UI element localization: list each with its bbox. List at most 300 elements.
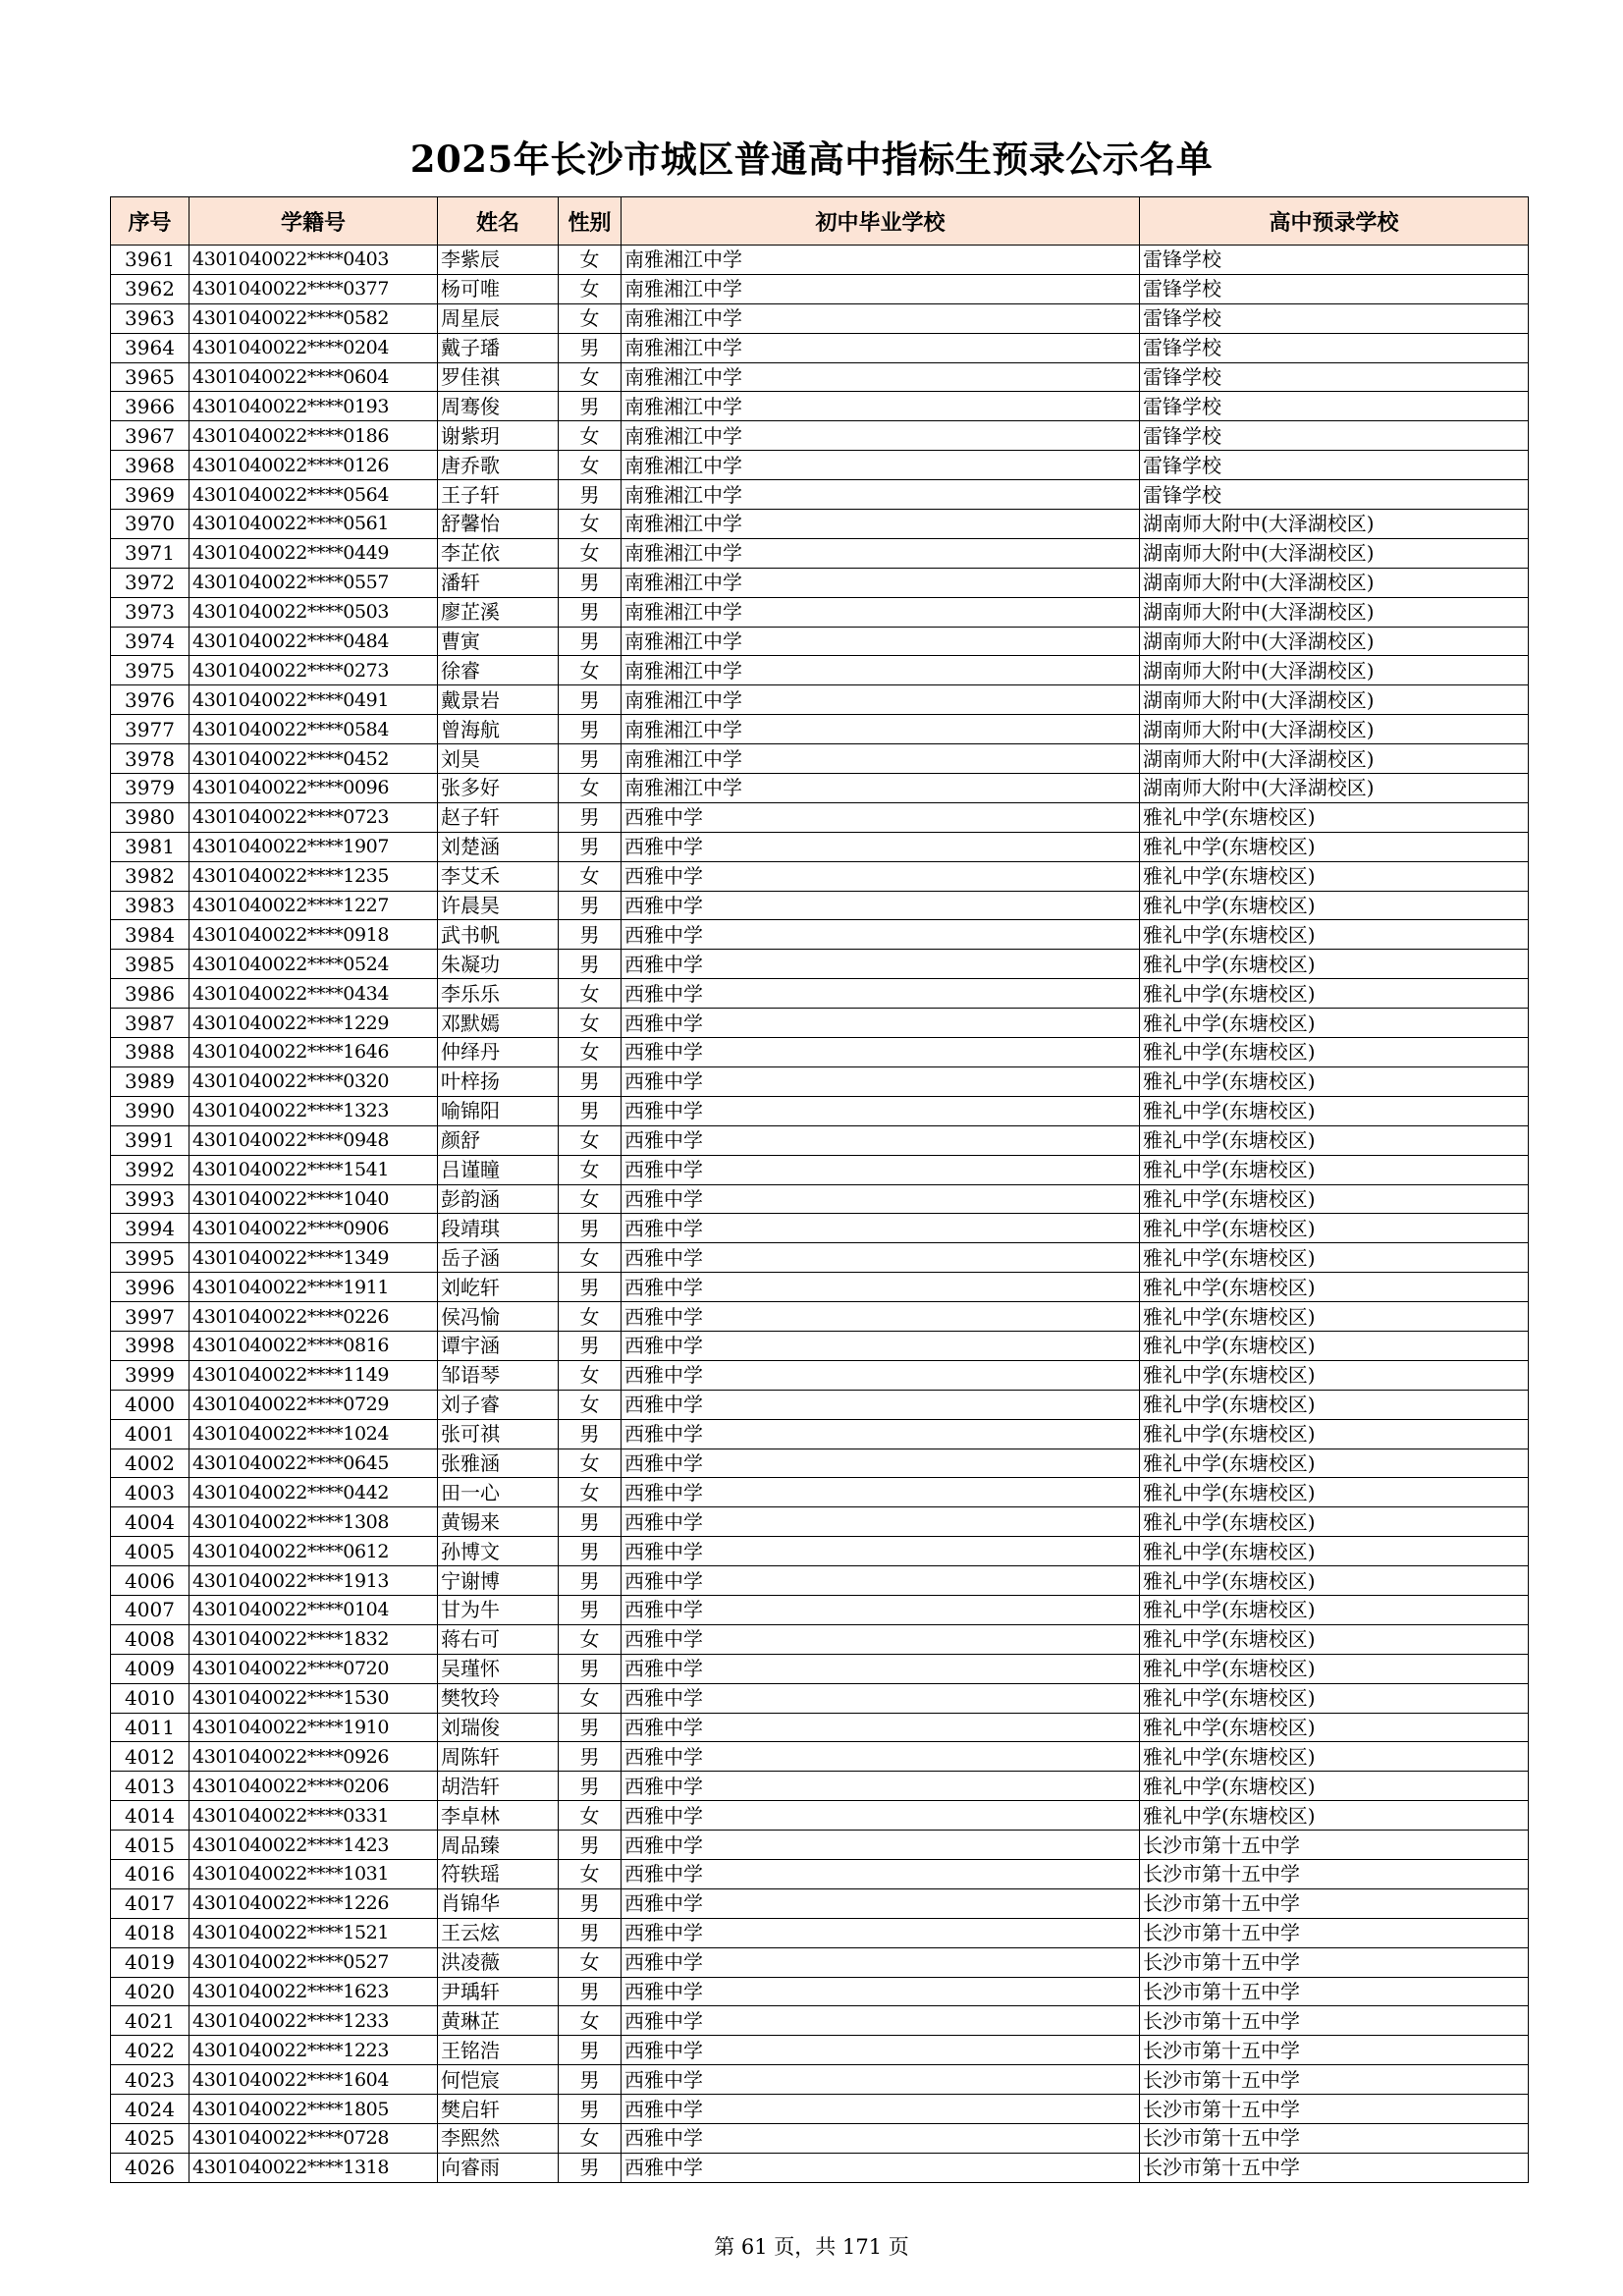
serial-cell: 4025 xyxy=(111,2124,189,2154)
name-cell: 胡浩轩 xyxy=(438,1772,559,1801)
serial-cell: 4017 xyxy=(111,1888,189,1918)
table-row xyxy=(111,1772,1529,1801)
junior-school-cell: 西雅中学 xyxy=(622,1331,1140,1360)
junior-school-cell: 西雅中学 xyxy=(622,891,1140,920)
serial-cell: 3970 xyxy=(111,510,189,539)
table-row xyxy=(111,1214,1529,1243)
table-row xyxy=(111,1243,1529,1273)
serial-cell: 3997 xyxy=(111,1302,189,1332)
name-cell: 仲绎丹 xyxy=(438,1038,559,1067)
serial-cell: 3980 xyxy=(111,802,189,832)
senior-school-cell: 长沙市第十五中学 xyxy=(1140,1947,1529,1977)
senior-school-cell: 雅礼中学(东塘校区) xyxy=(1140,1419,1529,1449)
gender-cell: 女 xyxy=(559,1801,622,1831)
junior-school-cell: 西雅中学 xyxy=(622,1507,1140,1537)
student-id-cell: 4301040022****1349 xyxy=(189,1243,438,1273)
name-cell: 曾海航 xyxy=(438,715,559,744)
name-cell: 喻锦阳 xyxy=(438,1096,559,1125)
junior-school-cell: 南雅湘江中学 xyxy=(622,333,1140,362)
student-id-cell: 4301040022****1805 xyxy=(189,2095,438,2124)
senior-school-cell: 雅礼中学(东塘校区) xyxy=(1140,1155,1529,1184)
student-id-cell: 4301040022****1521 xyxy=(189,1918,438,1947)
name-cell: 刘昊 xyxy=(438,744,559,774)
senior-school-cell: 雅礼中学(东塘校区) xyxy=(1140,1683,1529,1713)
gender-cell: 男 xyxy=(559,744,622,774)
table-row xyxy=(111,1859,1529,1888)
header-row xyxy=(111,197,1529,246)
table-row xyxy=(111,1537,1529,1566)
serial-cell: 3993 xyxy=(111,1184,189,1214)
junior-school-cell: 南雅湘江中学 xyxy=(622,392,1140,421)
student-id-cell: 4301040022****1024 xyxy=(189,1419,438,1449)
table-row xyxy=(111,979,1529,1009)
senior-school-cell: 雅礼中学(东塘校区) xyxy=(1140,979,1529,1009)
junior-school-cell: 西雅中学 xyxy=(622,1302,1140,1332)
junior-school-cell: 西雅中学 xyxy=(622,1742,1140,1772)
gender-cell: 女 xyxy=(559,1624,622,1654)
serial-cell: 4014 xyxy=(111,1801,189,1831)
senior-school-cell: 雷锋学校 xyxy=(1140,480,1529,510)
senior-school-cell: 长沙市第十五中学 xyxy=(1140,1888,1529,1918)
serial-cell: 3988 xyxy=(111,1038,189,1067)
student-id-cell: 4301040022****0193 xyxy=(189,392,438,421)
senior-school-cell: 雅礼中学(东塘校区) xyxy=(1140,802,1529,832)
table-row xyxy=(111,920,1529,950)
serial-cell: 4003 xyxy=(111,1478,189,1507)
name-cell: 刘楚涵 xyxy=(438,832,559,861)
senior-school-cell: 雅礼中学(东塘校区) xyxy=(1140,1624,1529,1654)
name-cell: 杨可唯 xyxy=(438,274,559,303)
student-id-cell: 4301040022****1423 xyxy=(189,1831,438,1860)
gender-cell: 女 xyxy=(559,274,622,303)
junior-school-cell: 西雅中学 xyxy=(622,2124,1140,2154)
junior-school-cell: 西雅中学 xyxy=(622,1624,1140,1654)
name-cell: 刘屹轩 xyxy=(438,1273,559,1302)
student-id-cell: 4301040022****1832 xyxy=(189,1624,438,1654)
gender-cell: 男 xyxy=(559,1419,622,1449)
name-cell: 罗佳祺 xyxy=(438,362,559,392)
student-id-cell: 4301040022****0449 xyxy=(189,538,438,568)
column-header-serial: 序号 xyxy=(111,197,189,246)
junior-school-cell: 西雅中学 xyxy=(622,950,1140,979)
name-cell: 李卓林 xyxy=(438,1801,559,1831)
junior-school-cell: 西雅中学 xyxy=(622,1214,1140,1243)
table-row xyxy=(111,715,1529,744)
student-id-cell: 4301040022****0723 xyxy=(189,802,438,832)
serial-cell: 4015 xyxy=(111,1831,189,1860)
table-row xyxy=(111,1624,1529,1654)
gender-cell: 女 xyxy=(559,246,622,275)
name-cell: 尹瑀轩 xyxy=(438,1977,559,2006)
student-id-cell: 4301040022****0612 xyxy=(189,1537,438,1566)
gender-cell: 男 xyxy=(559,950,622,979)
serial-cell: 3962 xyxy=(111,274,189,303)
table-row xyxy=(111,802,1529,832)
gender-cell: 男 xyxy=(559,1273,622,1302)
senior-school-cell: 雅礼中学(东塘校区) xyxy=(1140,1184,1529,1214)
gender-cell: 女 xyxy=(559,979,622,1009)
gender-cell: 男 xyxy=(559,2065,622,2095)
student-id-cell: 4301040022****0527 xyxy=(189,1947,438,1977)
junior-school-cell: 西雅中学 xyxy=(622,802,1140,832)
senior-school-cell: 湖南师大附中(大泽湖校区) xyxy=(1140,774,1529,803)
serial-cell: 4013 xyxy=(111,1772,189,1801)
serial-cell: 3977 xyxy=(111,715,189,744)
student-id-cell: 4301040022****0226 xyxy=(189,1302,438,1332)
junior-school-cell: 西雅中学 xyxy=(622,1419,1140,1449)
serial-cell: 4021 xyxy=(111,2006,189,2036)
gender-cell: 男 xyxy=(559,597,622,627)
senior-school-cell: 长沙市第十五中学 xyxy=(1140,2095,1529,2124)
table-row xyxy=(111,1683,1529,1713)
junior-school-cell: 西雅中学 xyxy=(622,1038,1140,1067)
gender-cell: 男 xyxy=(559,1831,622,1860)
serial-cell: 3981 xyxy=(111,832,189,861)
junior-school-cell: 西雅中学 xyxy=(622,2095,1140,2124)
junior-school-cell: 西雅中学 xyxy=(622,1888,1140,1918)
junior-school-cell: 西雅中学 xyxy=(622,1390,1140,1419)
student-id-cell: 4301040022****1911 xyxy=(189,1273,438,1302)
serial-cell: 4022 xyxy=(111,2036,189,2065)
junior-school-cell: 西雅中学 xyxy=(622,1831,1140,1860)
gender-cell: 女 xyxy=(559,1009,622,1038)
name-cell: 叶梓扬 xyxy=(438,1066,559,1096)
serial-cell: 4006 xyxy=(111,1566,189,1596)
name-cell: 刘子睿 xyxy=(438,1390,559,1419)
senior-school-cell: 长沙市第十五中学 xyxy=(1140,1859,1529,1888)
gender-cell: 女 xyxy=(559,451,622,480)
gender-cell: 男 xyxy=(559,1772,622,1801)
name-cell: 李芷依 xyxy=(438,538,559,568)
table-row xyxy=(111,2036,1529,2065)
gender-cell: 男 xyxy=(559,568,622,597)
serial-cell: 3971 xyxy=(111,538,189,568)
name-cell: 田一心 xyxy=(438,1478,559,1507)
junior-school-cell: 西雅中学 xyxy=(622,1772,1140,1801)
junior-school-cell: 西雅中学 xyxy=(622,1243,1140,1273)
student-id-cell: 4301040022****0604 xyxy=(189,362,438,392)
serial-cell: 3966 xyxy=(111,392,189,421)
table-body xyxy=(111,246,1529,2183)
student-id-cell: 4301040022****1233 xyxy=(189,2006,438,2036)
name-cell: 张雅涵 xyxy=(438,1449,559,1478)
student-id-cell: 4301040022****0320 xyxy=(189,1066,438,1096)
name-cell: 洪凌薇 xyxy=(438,1947,559,1977)
student-id-cell: 4301040022****0584 xyxy=(189,715,438,744)
table-row xyxy=(111,480,1529,510)
junior-school-cell: 西雅中学 xyxy=(622,2065,1140,2095)
gender-cell: 女 xyxy=(559,2124,622,2154)
senior-school-cell: 湖南师大附中(大泽湖校区) xyxy=(1140,597,1529,627)
name-cell: 何恺宸 xyxy=(438,2065,559,2095)
gender-cell: 女 xyxy=(559,1683,622,1713)
name-cell: 张多好 xyxy=(438,774,559,803)
senior-school-cell: 雅礼中学(东塘校区) xyxy=(1140,920,1529,950)
junior-school-cell: 西雅中学 xyxy=(622,1066,1140,1096)
junior-school-cell: 西雅中学 xyxy=(622,979,1140,1009)
name-cell: 吕谨瞳 xyxy=(438,1155,559,1184)
table-row xyxy=(111,2065,1529,2095)
gender-cell: 男 xyxy=(559,802,622,832)
senior-school-cell: 湖南师大附中(大泽湖校区) xyxy=(1140,538,1529,568)
senior-school-cell: 雅礼中学(东塘校区) xyxy=(1140,1066,1529,1096)
student-id-cell: 4301040022****0582 xyxy=(189,303,438,333)
senior-school-cell: 雷锋学校 xyxy=(1140,246,1529,275)
serial-cell: 4001 xyxy=(111,1419,189,1449)
table-row xyxy=(111,2124,1529,2154)
student-id-cell: 4301040022****1604 xyxy=(189,2065,438,2095)
student-id-cell: 4301040022****0524 xyxy=(189,950,438,979)
gender-cell: 男 xyxy=(559,1214,622,1243)
table-row xyxy=(111,451,1529,480)
gender-cell: 女 xyxy=(559,1125,622,1155)
student-id-cell: 4301040022****0434 xyxy=(189,979,438,1009)
student-id-cell: 4301040022****0096 xyxy=(189,774,438,803)
name-cell: 张可祺 xyxy=(438,1419,559,1449)
serial-cell: 3972 xyxy=(111,568,189,597)
student-id-cell: 4301040022****0403 xyxy=(189,246,438,275)
student-id-cell: 4301040022****0926 xyxy=(189,1742,438,1772)
senior-school-cell: 雅礼中学(东塘校区) xyxy=(1140,1214,1529,1243)
table-row xyxy=(111,1066,1529,1096)
student-id-cell: 4301040022****1031 xyxy=(189,1859,438,1888)
table-row xyxy=(111,1096,1529,1125)
student-id-cell: 4301040022****0557 xyxy=(189,568,438,597)
junior-school-cell: 南雅湘江中学 xyxy=(622,303,1140,333)
gender-cell: 男 xyxy=(559,1566,622,1596)
senior-school-cell: 雅礼中学(东塘校区) xyxy=(1140,950,1529,979)
student-id-cell: 4301040022****0948 xyxy=(189,1125,438,1155)
name-cell: 吴瑾怀 xyxy=(438,1654,559,1683)
table-row xyxy=(111,1595,1529,1624)
senior-school-cell: 长沙市第十五中学 xyxy=(1140,2036,1529,2065)
serial-cell: 3998 xyxy=(111,1331,189,1360)
student-id-cell: 4301040022****1318 xyxy=(189,2153,438,2182)
junior-school-cell: 西雅中学 xyxy=(622,1360,1140,1390)
name-cell: 颜舒 xyxy=(438,1125,559,1155)
name-cell: 李熙然 xyxy=(438,2124,559,2154)
serial-cell: 3995 xyxy=(111,1243,189,1273)
gender-cell: 男 xyxy=(559,1507,622,1537)
senior-school-cell: 雅礼中学(东塘校区) xyxy=(1140,1713,1529,1742)
junior-school-cell: 西雅中学 xyxy=(622,1449,1140,1478)
student-id-cell: 4301040022****0452 xyxy=(189,744,438,774)
junior-school-cell: 西雅中学 xyxy=(622,2153,1140,2182)
table-row xyxy=(111,1801,1529,1831)
gender-cell: 女 xyxy=(559,1390,622,1419)
senior-school-cell: 雅礼中学(东塘校区) xyxy=(1140,1566,1529,1596)
name-cell: 李乐乐 xyxy=(438,979,559,1009)
table-row xyxy=(111,1302,1529,1332)
table-row xyxy=(111,333,1529,362)
serial-cell: 4002 xyxy=(111,1449,189,1478)
name-cell: 武书帆 xyxy=(438,920,559,950)
junior-school-cell: 西雅中学 xyxy=(622,1683,1140,1713)
student-id-cell: 4301040022****1040 xyxy=(189,1184,438,1214)
table-row xyxy=(111,1331,1529,1360)
gender-cell: 男 xyxy=(559,1977,622,2006)
name-cell: 侯冯愉 xyxy=(438,1302,559,1332)
table-row xyxy=(111,1888,1529,1918)
name-cell: 李紫辰 xyxy=(438,246,559,275)
student-id-cell: 4301040022****0331 xyxy=(189,1801,438,1831)
gender-cell: 女 xyxy=(559,1449,622,1478)
page-title: 2025年长沙市城区普通高中指标生预录公示名单 xyxy=(409,137,1214,181)
student-id-cell: 4301040022****0728 xyxy=(189,2124,438,2154)
table-row xyxy=(111,2153,1529,2182)
student-id-cell: 4301040022****0442 xyxy=(189,1478,438,1507)
serial-cell: 3973 xyxy=(111,597,189,627)
table-row xyxy=(111,1742,1529,1772)
senior-school-cell: 雷锋学校 xyxy=(1140,362,1529,392)
student-id-cell: 4301040022****0503 xyxy=(189,597,438,627)
junior-school-cell: 西雅中学 xyxy=(622,1537,1140,1566)
junior-school-cell: 西雅中学 xyxy=(622,1595,1140,1624)
table-row xyxy=(111,627,1529,656)
name-cell: 戴子璠 xyxy=(438,333,559,362)
name-cell: 刘瑞俊 xyxy=(438,1713,559,1742)
table-row xyxy=(111,1478,1529,1507)
name-cell: 舒馨怡 xyxy=(438,510,559,539)
name-cell: 谢紫玥 xyxy=(438,421,559,451)
page-footer: 第 61 页，共 171 页 xyxy=(714,2235,909,2259)
senior-school-cell: 雅礼中学(东塘校区) xyxy=(1140,1801,1529,1831)
junior-school-cell: 西雅中学 xyxy=(622,1184,1140,1214)
table-row xyxy=(111,891,1529,920)
student-id-cell: 4301040022****1541 xyxy=(189,1155,438,1184)
junior-school-cell: 西雅中学 xyxy=(622,1566,1140,1596)
name-cell: 黄锡来 xyxy=(438,1507,559,1537)
table-row xyxy=(111,1009,1529,1038)
name-cell: 王云炫 xyxy=(438,1918,559,1947)
senior-school-cell: 长沙市第十五中学 xyxy=(1140,1977,1529,2006)
table-row xyxy=(111,303,1529,333)
gender-cell: 女 xyxy=(559,1859,622,1888)
senior-school-cell: 雅礼中学(东塘校区) xyxy=(1140,1772,1529,1801)
table-row xyxy=(111,538,1529,568)
junior-school-cell: 南雅湘江中学 xyxy=(622,685,1140,715)
senior-school-cell: 雅礼中学(东塘校区) xyxy=(1140,1537,1529,1566)
senior-school-cell: 雅礼中学(东塘校区) xyxy=(1140,1125,1529,1155)
table-row xyxy=(111,1273,1529,1302)
column-header-student-id: 学籍号 xyxy=(189,197,438,246)
senior-school-cell: 雷锋学校 xyxy=(1140,421,1529,451)
serial-cell: 3976 xyxy=(111,685,189,715)
name-cell: 王铭浩 xyxy=(438,2036,559,2065)
table-row xyxy=(111,421,1529,451)
senior-school-cell: 湖南师大附中(大泽湖校区) xyxy=(1140,510,1529,539)
senior-school-cell: 雅礼中学(东塘校区) xyxy=(1140,861,1529,891)
student-id-cell: 4301040022****0645 xyxy=(189,1449,438,1478)
name-cell: 樊牧玲 xyxy=(438,1683,559,1713)
column-header-name: 姓名 xyxy=(438,197,559,246)
student-id-cell: 4301040022****0561 xyxy=(189,510,438,539)
name-cell: 潘轩 xyxy=(438,568,559,597)
student-id-cell: 4301040022****0126 xyxy=(189,451,438,480)
gender-cell: 女 xyxy=(559,2006,622,2036)
serial-cell: 3999 xyxy=(111,1360,189,1390)
student-id-cell: 4301040022****1913 xyxy=(189,1566,438,1596)
junior-school-cell: 西雅中学 xyxy=(622,1654,1140,1683)
serial-cell: 3994 xyxy=(111,1214,189,1243)
serial-cell: 3968 xyxy=(111,451,189,480)
table-row xyxy=(111,1654,1529,1683)
table-row xyxy=(111,274,1529,303)
name-cell: 周星辰 xyxy=(438,303,559,333)
student-id-cell: 4301040022****1227 xyxy=(189,891,438,920)
student-id-cell: 4301040022****1907 xyxy=(189,832,438,861)
name-cell: 朱凝功 xyxy=(438,950,559,979)
senior-school-cell: 雅礼中学(东塘校区) xyxy=(1140,1478,1529,1507)
serial-cell: 4016 xyxy=(111,1859,189,1888)
student-id-cell: 4301040022****0204 xyxy=(189,333,438,362)
gender-cell: 男 xyxy=(559,685,622,715)
name-cell: 李艾禾 xyxy=(438,861,559,891)
senior-school-cell: 湖南师大附中(大泽湖校区) xyxy=(1140,568,1529,597)
student-id-cell: 4301040022****1226 xyxy=(189,1888,438,1918)
gender-cell: 男 xyxy=(559,627,622,656)
student-id-cell: 4301040022****0720 xyxy=(189,1654,438,1683)
junior-school-cell: 西雅中学 xyxy=(622,1859,1140,1888)
table-row xyxy=(111,1977,1529,2006)
senior-school-cell: 雅礼中学(东塘校区) xyxy=(1140,1449,1529,1478)
name-cell: 黄琳芷 xyxy=(438,2006,559,2036)
gender-cell: 男 xyxy=(559,2153,622,2182)
senior-school-cell: 湖南师大附中(大泽湖校区) xyxy=(1140,685,1529,715)
name-cell: 段靖琪 xyxy=(438,1214,559,1243)
junior-school-cell: 西雅中学 xyxy=(622,1009,1140,1038)
senior-school-cell: 湖南师大附中(大泽湖校区) xyxy=(1140,715,1529,744)
student-id-cell: 4301040022****0729 xyxy=(189,1390,438,1419)
gender-cell: 女 xyxy=(559,861,622,891)
name-cell: 周陈轩 xyxy=(438,1742,559,1772)
senior-school-cell: 长沙市第十五中学 xyxy=(1140,2124,1529,2154)
student-id-cell: 4301040022****0186 xyxy=(189,421,438,451)
gender-cell: 女 xyxy=(559,538,622,568)
senior-school-cell: 长沙市第十五中学 xyxy=(1140,2006,1529,2036)
serial-cell: 4000 xyxy=(111,1390,189,1419)
gender-cell: 男 xyxy=(559,480,622,510)
column-header-junior-school: 初中毕业学校 xyxy=(622,197,1140,246)
table-row xyxy=(111,1947,1529,1977)
serial-cell: 3969 xyxy=(111,480,189,510)
senior-school-cell: 雷锋学校 xyxy=(1140,392,1529,421)
gender-cell: 男 xyxy=(559,392,622,421)
table-row xyxy=(111,1831,1529,1860)
name-cell: 赵子轩 xyxy=(438,802,559,832)
serial-cell: 3978 xyxy=(111,744,189,774)
table-row xyxy=(111,246,1529,275)
table-row xyxy=(111,656,1529,685)
table-row xyxy=(111,685,1529,715)
table-row xyxy=(111,774,1529,803)
senior-school-cell: 雅礼中学(东塘校区) xyxy=(1140,1038,1529,1067)
junior-school-cell: 西雅中学 xyxy=(622,1947,1140,1977)
serial-cell: 3982 xyxy=(111,861,189,891)
junior-school-cell: 南雅湘江中学 xyxy=(622,362,1140,392)
table-row xyxy=(111,597,1529,627)
table-row xyxy=(111,1360,1529,1390)
gender-cell: 男 xyxy=(559,1331,622,1360)
serial-cell: 4020 xyxy=(111,1977,189,2006)
name-cell: 许晨昊 xyxy=(438,891,559,920)
table-row xyxy=(111,392,1529,421)
gender-cell: 男 xyxy=(559,1595,622,1624)
table-row xyxy=(111,950,1529,979)
gender-cell: 女 xyxy=(559,1947,622,1977)
junior-school-cell: 西雅中学 xyxy=(622,1125,1140,1155)
serial-cell: 3963 xyxy=(111,303,189,333)
